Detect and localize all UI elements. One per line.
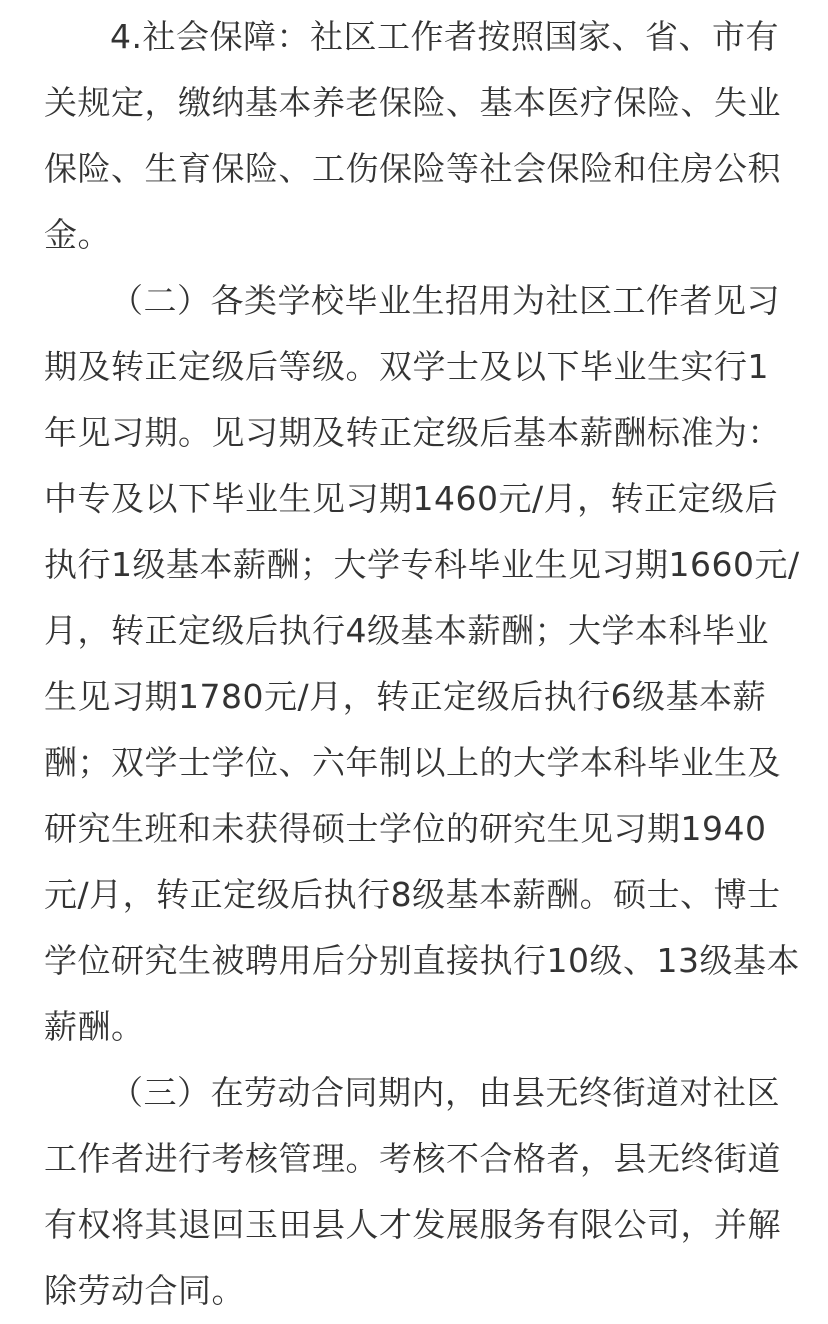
text-line: 期及转正定级后等级。双学士及以下毕业生实行1	[44, 347, 769, 386]
paragraph-graduate-pay-grades	[44, 268, 828, 1060]
text-line: 执行1级基本薪酬；大学专科毕业生见习期1660元/	[44, 545, 800, 584]
text-line: 保险、生育保险、工伤保险等社会保险和住房公积	[44, 149, 781, 188]
text-line: 有权将其退回玉田县人才发展服务有限公司，并解	[44, 1205, 781, 1244]
text-line: 年见习期。见习期及转正定级后基本薪酬标准为：	[44, 413, 781, 452]
paragraph-assessment-management	[44, 1060, 828, 1324]
text-line: 工作者进行考核管理。考核不合格者，县无终街道	[44, 1139, 781, 1178]
text-line: 酬；双学士学位、六年制以上的大学本科毕业生及	[44, 743, 781, 782]
text-line: 除劳动合同。	[44, 1271, 245, 1310]
paragraph-social-security	[44, 4, 828, 268]
text-line: 月，转正定级后执行4级基本薪酬；大学本科毕业	[44, 611, 769, 650]
text-line: （三）在劳动合同期内，由县无终街道对社区	[110, 1073, 780, 1112]
text-line: 研究生班和未获得硕士学位的研究生见习期1940	[44, 809, 767, 848]
text-line: （二）各类学校毕业生招用为社区工作者见习	[110, 281, 780, 320]
text-line: 金。	[44, 215, 111, 254]
text-line: 元/月，转正定级后执行8级基本薪酬。硕士、博士	[44, 875, 781, 914]
text-line: 生见习期1780元/月，转正定级后执行6级基本薪	[44, 677, 767, 716]
text-line: 4.社会保障：社区工作者按照国家、省、市有	[110, 17, 779, 56]
text-line: 薪酬。	[44, 1007, 145, 1046]
text-line: 中专及以下毕业生见习期1460元/月，转正定级后	[44, 479, 779, 518]
text-line: 关规定，缴纳基本养老保险、基本医疗保险、失业	[44, 83, 781, 122]
text-line: 学位研究生被聘用后分别直接执行10级、13级基本	[44, 941, 800, 980]
